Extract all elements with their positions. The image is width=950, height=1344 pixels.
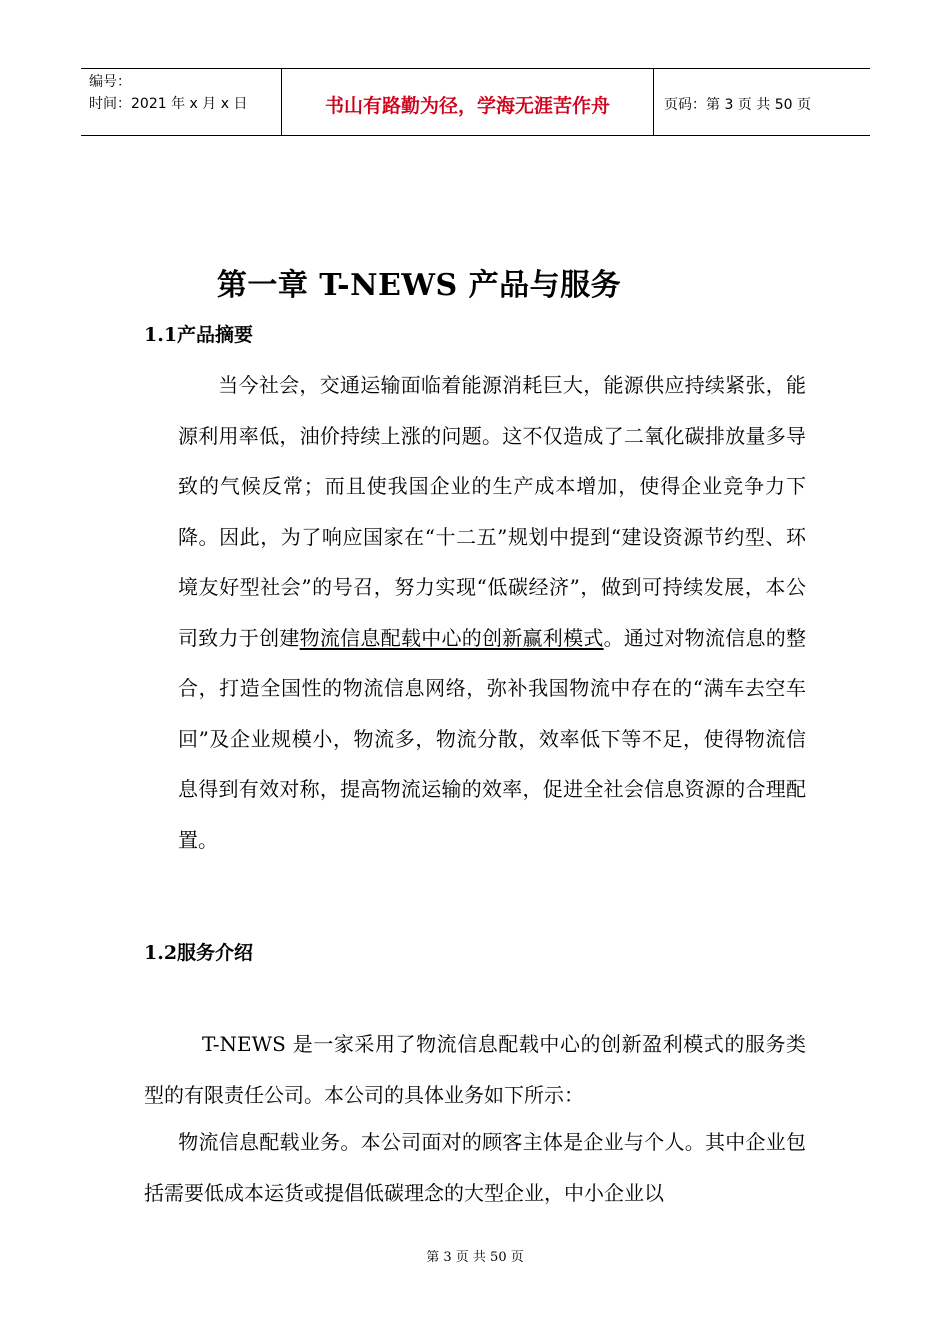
services-text-2: 物流信息配载业务。本公司面对的顾客主体是企业与个人。其中企业包括需要低成本运货或提倡低碳理念的大型企业，中小企业以 [144,1130,806,1205]
summary-text-after: 。通过对物流信息的整合，打造全国性的物流信息网络，弥补我国物流中存在的“满车去空车回”及企业规模小，物流多，物流分散，效率低下等不足，使得物流信息得到有效对称，提高物流运输的效率，促进全社会信息资源的合理配置。 [178,625,807,852]
chapter-title-text: 第一章 T-NEWS 产品与服务 [216,268,622,303]
services-text-1: T-NEWS 是一家采用了物流信息配载中心的创新盈利模式的服务类型的有限责任公司。本公司的具体业务如下所示： [144,1032,806,1107]
section-heading-services: 1.2服务介绍 [144,942,254,964]
page-header [81,68,870,136]
header-page-info: 页码：第 3 页 共 50 页 [664,97,811,113]
page-footer: 第 3 页 共 50 页 [426,1250,524,1265]
services-paragraph-1 [144,1019,806,1120]
header-meta [81,69,282,135]
header-motto: 书山有路勤为径，学海无涯苦作舟 [282,69,654,135]
document-number-label: 编号： [89,74,131,90]
chapter-title [0,260,950,304]
summary-text-before: 当今社会，交通运输面临着能源消耗巨大，能源供应持续紧张，能源利用率低，油价持续上涨的问题。这不仅造成了二氧化碳排放量多导致的气候反常；而且使我国企业的生产成本增加，使得企业竞争力下降。因此，为了响应国家在“十二五”规划中提到“建设资源节约型、环境友好型社会”的号召，努力实现“低碳经济”，做到可持续发展，本公司致力于创建 [178,373,806,650]
section-heading-summary: 1.1产品摘要 [144,324,254,346]
business-model-link[interactable]: 物流信息配载中心的创新赢利模式 [299,625,604,650]
document-date: 时间：2021 年 x 月 x 日 [89,96,248,112]
services-paragraph-2 [144,1117,806,1218]
summary-paragraph [178,360,806,865]
